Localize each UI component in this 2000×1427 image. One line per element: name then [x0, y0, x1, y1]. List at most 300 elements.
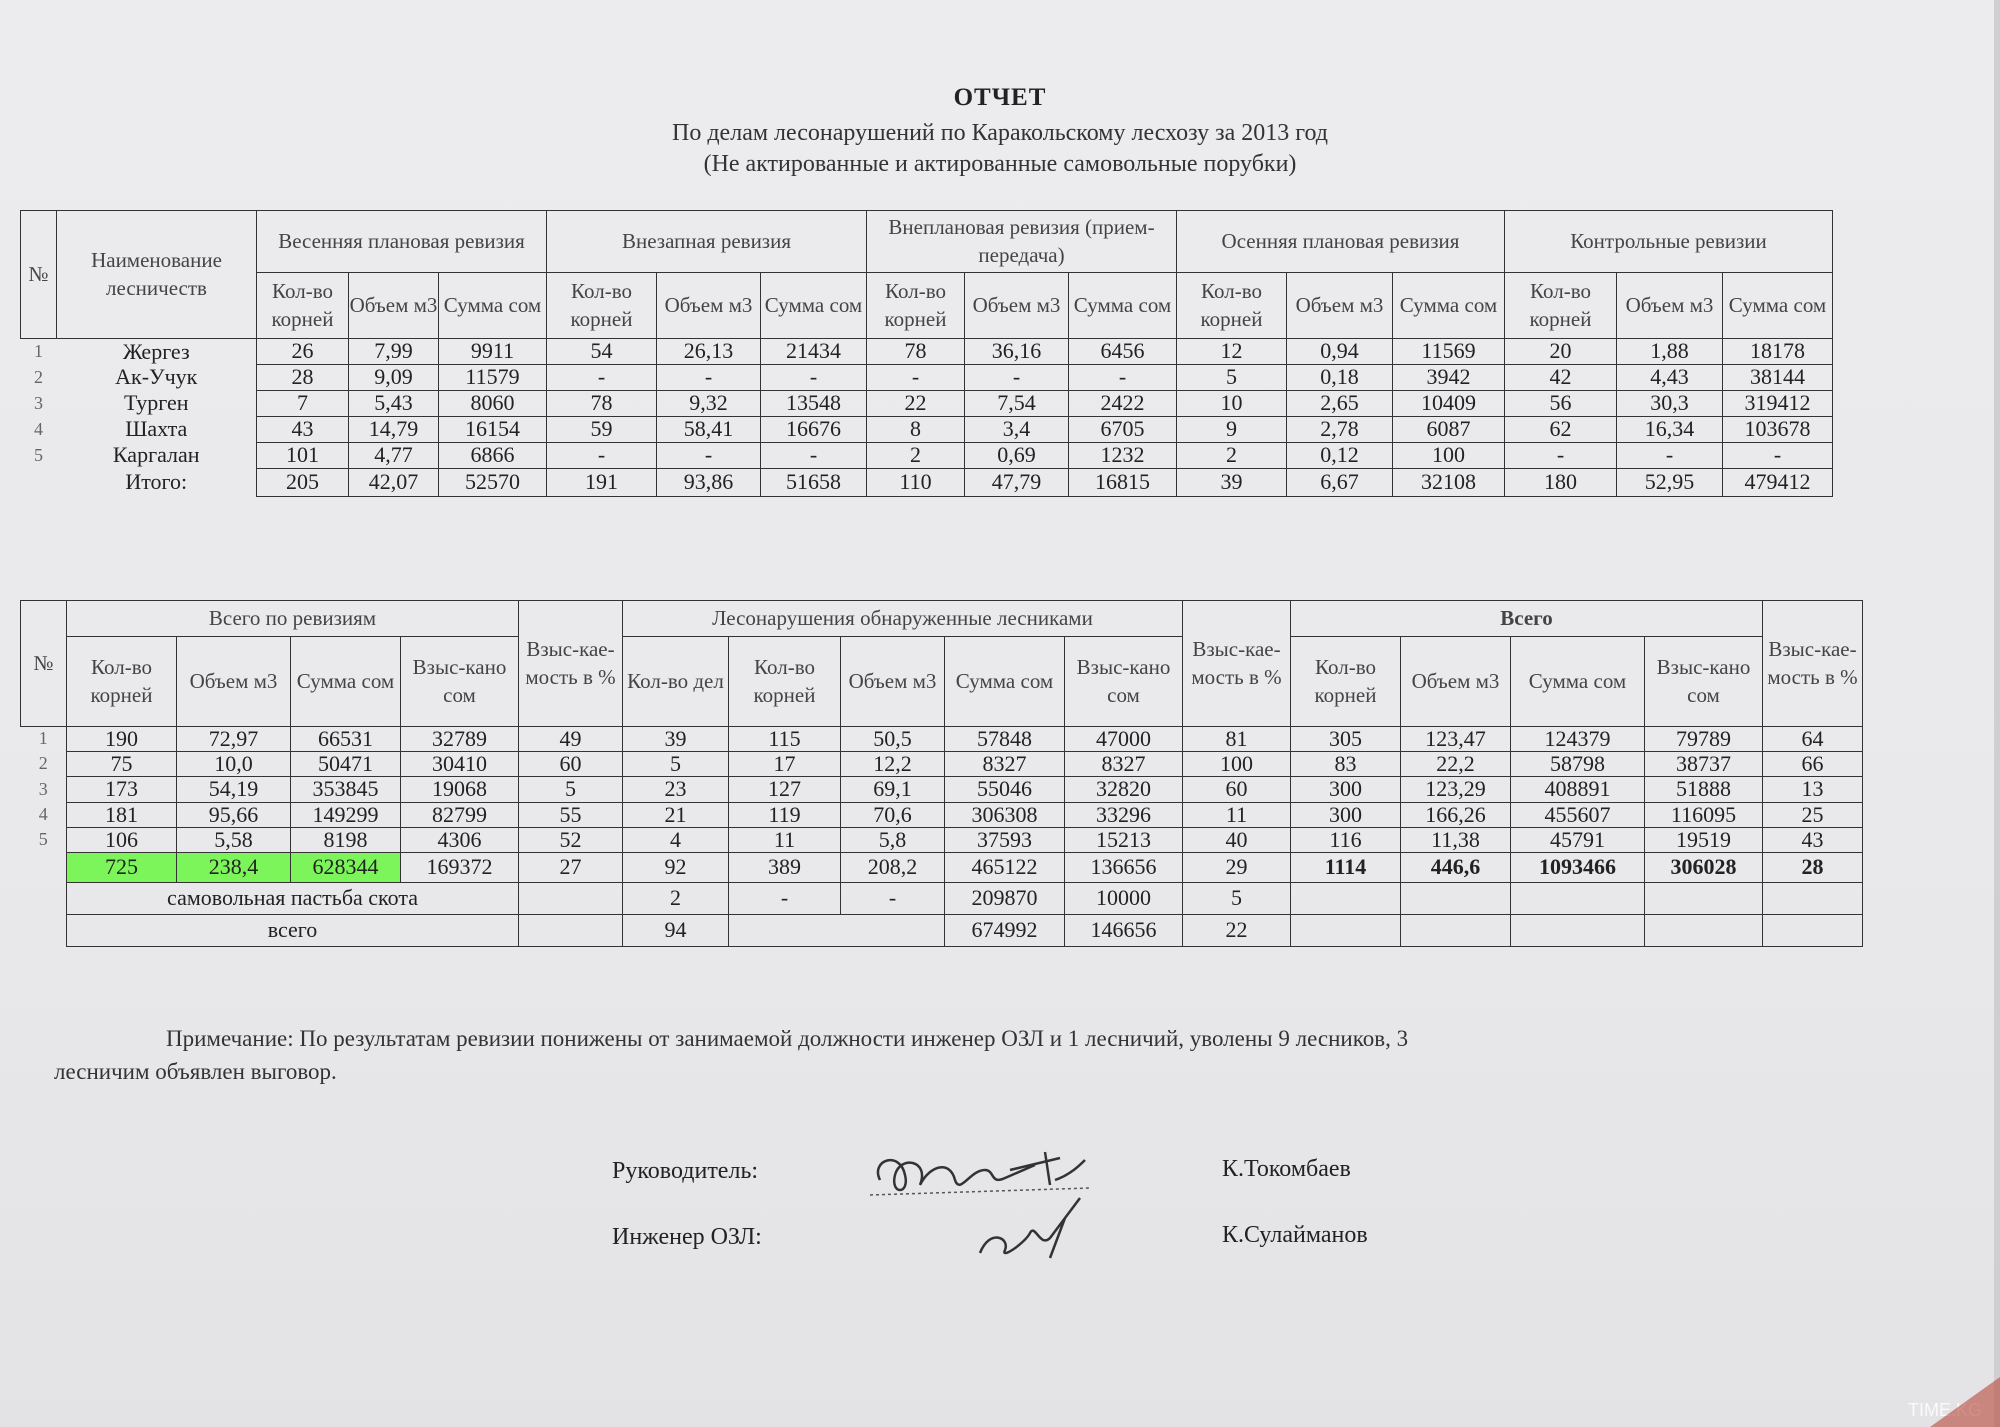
revision-table: [20, 210, 1833, 497]
t1-row-num: 5: [34, 444, 43, 465]
t2-cell: 190: [67, 727, 177, 752]
t1-group-sudden: Внезапная ревизия: [547, 211, 867, 273]
t2-grazing-empty: [519, 882, 623, 914]
t2-cell: 39: [623, 727, 729, 752]
t2-grazing-empty: [1291, 882, 1401, 914]
t2-row: [21, 802, 1863, 827]
t1-cell: -: [657, 443, 761, 469]
t1-cell: 7: [257, 391, 349, 417]
t2-total-cell: 136656: [1065, 852, 1183, 882]
t1-group-unplanned: Внеплановая ревизия (прием-передача): [867, 211, 1177, 273]
t2-cell: 5,58: [177, 827, 291, 852]
t1-cell: -: [547, 443, 657, 469]
watermark: TIME.KG: [1907, 1400, 1982, 1420]
t1-cell: 16,34: [1617, 417, 1723, 443]
t1-cell: 21434: [761, 339, 867, 365]
t1-total-cell: 479412: [1723, 469, 1833, 497]
t2-total-cell: 389: [729, 852, 841, 882]
t1-cell: 2: [1177, 443, 1287, 469]
note-line-1: Примечание: По результатам ревизии понижены от занимаемой должности инженер ОЗЛ и 1 лесничий, уволены 9 лесников, 3: [166, 1026, 1409, 1051]
t2-total-cell: 306028: [1645, 852, 1763, 882]
t2-h-volume: Объем м3: [177, 637, 291, 727]
t2-cell: 19519: [1645, 827, 1763, 852]
t2-cell: 51888: [1645, 777, 1763, 802]
t2-h-volume-f: Объем м3: [841, 637, 945, 727]
t1-row-num: 4: [34, 418, 43, 439]
t1-cell: 0,94: [1287, 339, 1393, 365]
t1-cell: 16676: [761, 417, 867, 443]
t1-cell: 10: [1177, 391, 1287, 417]
t2-grazing-cell: 10000: [1065, 882, 1183, 914]
t1-cell: 2: [867, 443, 965, 469]
t1-cell: 58,41: [657, 417, 761, 443]
t2-row: [21, 777, 1863, 802]
t1-cell: 100: [1393, 443, 1505, 469]
t1-cell: 3942: [1393, 365, 1505, 391]
t2-cell: 60: [1183, 777, 1291, 802]
t1-total-cell: 191: [547, 469, 657, 497]
t1-cell: 20: [1505, 339, 1617, 365]
t2-cell: 353845: [291, 777, 401, 802]
t2-total-highlight-cell: 628344: [291, 852, 401, 882]
t1-row-name: Каргалан: [112, 442, 200, 468]
t2-cell: 30410: [401, 752, 519, 777]
t2-cell: 300: [1291, 777, 1401, 802]
t2-h-collected-t: Взыс-кано сом: [1645, 637, 1763, 727]
t1-cell: 0,12: [1287, 443, 1393, 469]
t2-grazing-cell: 2: [623, 882, 729, 914]
t2-cell: 124379: [1511, 727, 1645, 752]
t2-grazing-cell: 209870: [945, 882, 1065, 914]
t2-grand-cell: 146656: [1065, 914, 1183, 946]
t1-cell: 4,43: [1617, 365, 1723, 391]
signatory-role-2: Инженер ОЗЛ:: [612, 1224, 762, 1250]
t2-cell: 11: [1183, 802, 1291, 827]
report-subtitle: По делам лесонарушений по Каракольскому лесхозу за 2013 год: [672, 120, 1328, 146]
t1-total-cell: 6,67: [1287, 469, 1393, 497]
note: [54, 1022, 1814, 1089]
t2-cell: 33296: [1065, 802, 1183, 827]
t2-cell: 32789: [401, 727, 519, 752]
t1-cell: 5,43: [349, 391, 439, 417]
t2-collect-pct-3: Взыс-кае-мость в %: [1763, 601, 1863, 727]
t1-total-cell: 110: [867, 469, 965, 497]
t2-grand-cell: 674992: [945, 914, 1065, 946]
t2-h-roots-f: Кол-во корней: [729, 637, 841, 727]
t2-group-revisions: Всего по ревизиям: [67, 601, 519, 637]
t1-cell: 5: [1177, 365, 1287, 391]
t1-cell: 30,3: [1617, 391, 1723, 417]
t1-cell: 9,09: [349, 365, 439, 391]
t2-row-num: 2: [38, 753, 48, 774]
t2-cell: 72,97: [177, 727, 291, 752]
t2-grazing-label: самовольная пастьба скота: [67, 882, 519, 914]
t1-cell: 0,18: [1287, 365, 1393, 391]
t1-total-cell: 51658: [761, 469, 867, 497]
t2-row-num: 3: [38, 778, 48, 799]
t1-subheader: Сумма сом: [1393, 273, 1505, 339]
t2-total-cell: 1093466: [1511, 852, 1645, 882]
t2-cell: 81: [1183, 727, 1291, 752]
t1-total-cell: 52,95: [1617, 469, 1723, 497]
t1-cell: -: [1505, 443, 1617, 469]
t1-cell: 2,78: [1287, 417, 1393, 443]
t2-cell: 12,2: [841, 752, 945, 777]
t1-cell: 28: [257, 365, 349, 391]
t2-cell: 149299: [291, 802, 401, 827]
t1-subheader: Объем м3: [657, 273, 761, 339]
t2-cell: 21: [623, 802, 729, 827]
t1-row-num: 3: [34, 392, 43, 413]
t2-total-cell: 169372: [401, 852, 519, 882]
t1-row: [21, 417, 1833, 443]
t1-total-label: Итого:: [125, 469, 188, 495]
t1-col-num: №: [21, 211, 57, 339]
t1-cell: -: [761, 443, 867, 469]
t1-cell: 6456: [1069, 339, 1177, 365]
t2-h-cases: Кол-во дел: [623, 637, 729, 727]
t1-cell: 22: [867, 391, 965, 417]
t2-cell: 43: [1763, 827, 1863, 852]
t2-cell: 38737: [1645, 752, 1763, 777]
t2-grazing-cell: -: [729, 882, 841, 914]
t2-cell: 300: [1291, 802, 1401, 827]
t2-grazing-row: [21, 882, 1863, 914]
t2-cell: 8198: [291, 827, 401, 852]
t1-cell: 11569: [1393, 339, 1505, 365]
signatory-name-1: К.Токомбаев: [1222, 1156, 1351, 1182]
t2-total-cell: 465122: [945, 852, 1065, 882]
t1-subheader: Объем м3: [1617, 273, 1723, 339]
t1-subheader: Объем м3: [349, 273, 439, 339]
t1-subheader: Сумма сом: [439, 273, 547, 339]
t2-grazing-num: [21, 882, 67, 914]
t1-cell: 36,16: [965, 339, 1069, 365]
t2-cell: 49: [519, 727, 623, 752]
t1-cell: -: [1617, 443, 1723, 469]
t1-body: [21, 339, 1833, 497]
t1-cell: 38144: [1723, 365, 1833, 391]
t2-row: [21, 752, 1863, 777]
t2-grazing-cell: 5: [1183, 882, 1291, 914]
t1-row-name: Турген: [123, 390, 189, 416]
t1-total-cell: 52570: [439, 469, 547, 497]
t2-cell: 58798: [1511, 752, 1645, 777]
t1-total-cell: 42,07: [349, 469, 439, 497]
t2-row-num: 4: [38, 803, 48, 824]
t1-group-autumn: Осенняя плановая ревизия: [1177, 211, 1505, 273]
t2-cell: 11: [729, 827, 841, 852]
t2-cell: 13: [1763, 777, 1863, 802]
signature-2-icon: [970, 1188, 1110, 1268]
t1-cell: 78: [867, 339, 965, 365]
t1-subheader: Кол-во корней: [1177, 273, 1287, 339]
t1-cell: 4,77: [349, 443, 439, 469]
t2-grand-empty: [1291, 914, 1401, 946]
t2-grand-empty: [1511, 914, 1645, 946]
t2-grand-empty: [1401, 914, 1511, 946]
t1-cell: 7,99: [349, 339, 439, 365]
t1-row-name: Ак-Учук: [115, 364, 198, 390]
t1-cell: 26,13: [657, 339, 761, 365]
t2-total-highlight-cell: 725: [67, 852, 177, 882]
report-title: ОТЧЕТ: [953, 84, 1047, 111]
t1-subheader: Сумма сом: [1069, 273, 1177, 339]
t1-total-cell: 16815: [1069, 469, 1177, 497]
t2-cell: 11,38: [1401, 827, 1511, 852]
t2-cell: 306308: [945, 802, 1065, 827]
t2-cell: 15213: [1065, 827, 1183, 852]
t2-h-sum-t: Сумма сом: [1511, 637, 1645, 727]
t2-cell: 5: [623, 752, 729, 777]
t1-cell: 12: [1177, 339, 1287, 365]
t2-total-cell: 208,2: [841, 852, 945, 882]
t1-cell: 43: [257, 417, 349, 443]
t1-total-num: [21, 469, 57, 497]
t2-cell: 32820: [1065, 777, 1183, 802]
t1-subheader: Сумма сом: [761, 273, 867, 339]
t2-grand-label: всего: [67, 914, 519, 946]
t1-total-cell: 39: [1177, 469, 1287, 497]
t1-cell: 59: [547, 417, 657, 443]
t2-grazing-empty: [1645, 882, 1763, 914]
t1-cell: 10409: [1393, 391, 1505, 417]
t2-cell: 66531: [291, 727, 401, 752]
t1-cell: -: [761, 365, 867, 391]
t2-grand-row: [21, 914, 1863, 946]
t2-collect-pct-1: Взыс-кае-мость в %: [519, 601, 623, 727]
t1-cell: 8060: [439, 391, 547, 417]
t1-cell: -: [965, 365, 1069, 391]
t1-cell: 7,54: [965, 391, 1069, 417]
t1-cell: 56: [1505, 391, 1617, 417]
signatory-name-2: К.Сулайманов: [1222, 1222, 1368, 1248]
t2-group-forest: Лесонарушения обнаруженные лесниками: [623, 601, 1183, 637]
t1-subheader: Объем м3: [965, 273, 1069, 339]
t2-cell: 19068: [401, 777, 519, 802]
t2-total-cell: 28: [1763, 852, 1863, 882]
page-edge: [1994, 0, 2000, 1427]
t1-cell: 2,65: [1287, 391, 1393, 417]
t2-row-num: 1: [38, 728, 48, 749]
t2-grand-empty: [1645, 914, 1763, 946]
t1-cell: -: [867, 365, 965, 391]
t1-cell: 26: [257, 339, 349, 365]
t2-cell: 69,1: [841, 777, 945, 802]
t2-cell: 52: [519, 827, 623, 852]
t1-cell: 9911: [439, 339, 547, 365]
t2-grand-empty: [729, 914, 945, 946]
t1-total-row: [21, 469, 1833, 497]
t2-total-row: [21, 852, 1863, 882]
t1-cell: -: [657, 365, 761, 391]
title-block: [0, 84, 2000, 178]
t1-total-cell: 205: [257, 469, 349, 497]
t2-grand-cell: 94: [623, 914, 729, 946]
t2-cell: 45791: [1511, 827, 1645, 852]
t2-cell: 37593: [945, 827, 1065, 852]
t2-cell: 127: [729, 777, 841, 802]
t2-cell: 55046: [945, 777, 1065, 802]
t2-grazing-cell: -: [841, 882, 945, 914]
t2-cell: 22,2: [1401, 752, 1511, 777]
t1-cell: 78: [547, 391, 657, 417]
t2-body: [21, 727, 1863, 947]
t2-total-cell: 92: [623, 852, 729, 882]
t2-cell: 5,8: [841, 827, 945, 852]
t1-total-cell: 93,86: [657, 469, 761, 497]
t1-subheader: Кол-во корней: [867, 273, 965, 339]
t1-cell: 18178: [1723, 339, 1833, 365]
t1-cell: 14,79: [349, 417, 439, 443]
t2-cell: 181: [67, 802, 177, 827]
t1-cell: 54: [547, 339, 657, 365]
t2-grand-cell: 22: [1183, 914, 1291, 946]
t2-cell: 123,29: [1401, 777, 1511, 802]
t2-cell: 166,26: [1401, 802, 1511, 827]
t2-cell: 8327: [1065, 752, 1183, 777]
t1-cell: 6087: [1393, 417, 1505, 443]
t1-total-cell: 47,79: [965, 469, 1069, 497]
signatory-role-1: Руководитель:: [612, 1158, 759, 1184]
t2-cell: 64: [1763, 727, 1863, 752]
t1-cell: 2422: [1069, 391, 1177, 417]
t2-cell: 4: [623, 827, 729, 852]
t1-cell: 0,69: [965, 443, 1069, 469]
t2-cell: 100: [1183, 752, 1291, 777]
t2-total-cell: 446,6: [1401, 852, 1511, 882]
t1-row: [21, 391, 1833, 417]
t2-cell: 4306: [401, 827, 519, 852]
t2-cell: 79789: [1645, 727, 1763, 752]
t2-grazing-empty: [1401, 882, 1511, 914]
t2-cell: 123,47: [1401, 727, 1511, 752]
page-corner: [1930, 1377, 2000, 1427]
t1-subheader: Кол-во корней: [547, 273, 657, 339]
t2-cell: 305: [1291, 727, 1401, 752]
t2-h-roots: Кол-во корней: [67, 637, 177, 727]
t2-cell: 47000: [1065, 727, 1183, 752]
t2-cell: 23: [623, 777, 729, 802]
t2-cell: 54,19: [177, 777, 291, 802]
t2-cell: 40: [1183, 827, 1291, 852]
t2-cell: 60: [519, 752, 623, 777]
t1-cell: 42: [1505, 365, 1617, 391]
t1-group-control: Контрольные ревизии: [1505, 211, 1833, 273]
t2-row: [21, 827, 1863, 852]
t2-total-num: [21, 852, 67, 882]
t2-cell: 10,0: [177, 752, 291, 777]
t1-row-num: 1: [34, 340, 43, 361]
t1-row-name: Шахта: [125, 416, 188, 442]
t2-cell: 57848: [945, 727, 1065, 752]
summary-table: [20, 600, 1863, 947]
t1-cell: 1,88: [1617, 339, 1723, 365]
t2-grand-num: [21, 914, 67, 946]
t1-cell: 101: [257, 443, 349, 469]
t2-grazing-empty: [1763, 882, 1863, 914]
t1-total-cell: 180: [1505, 469, 1617, 497]
t2-cell: 17: [729, 752, 841, 777]
t2-h-volume-t: Объем м3: [1401, 637, 1511, 727]
t2-cell: 8327: [945, 752, 1065, 777]
t2-col-num: №: [21, 601, 67, 727]
t2-collect-pct-2: Взыс-кае-мость в %: [1183, 601, 1291, 727]
t1-row: [21, 339, 1833, 365]
t2-total-highlight-cell: 238,4: [177, 852, 291, 882]
t2-grazing-empty: [1511, 882, 1645, 914]
t1-cell: 3,4: [965, 417, 1069, 443]
t1-cell: -: [1069, 365, 1177, 391]
t2-h-roots-t: Кол-во корней: [1291, 637, 1401, 727]
t2-grand-empty: [1763, 914, 1863, 946]
t1-group-spring: Весенняя плановая ревизия: [257, 211, 547, 273]
t2-cell: 95,66: [177, 802, 291, 827]
t1-subheader-row: [21, 273, 1833, 339]
t2-cell: 408891: [1511, 777, 1645, 802]
t1-subheader: Кол-во корней: [257, 273, 349, 339]
t2-total-cell: 29: [1183, 852, 1291, 882]
t1-row: [21, 443, 1833, 469]
t1-row: [21, 365, 1833, 391]
note-line-2: лесничим объявлен выговор.: [54, 1059, 337, 1085]
t1-cell: 16154: [439, 417, 547, 443]
report-subtitle-2: (Не актированные и актированные самовольные порубки): [703, 151, 1297, 177]
t2-cell: 106: [67, 827, 177, 852]
t2-cell: 83: [1291, 752, 1401, 777]
t1-subheader: Объем м3: [1287, 273, 1393, 339]
t2-cell: 82799: [401, 802, 519, 827]
t1-cell: 13548: [761, 391, 867, 417]
t2-cell: 70,6: [841, 802, 945, 827]
t1-col-name: Наименование лесничеств: [57, 211, 257, 339]
t1-cell: 6705: [1069, 417, 1177, 443]
t1-cell: 11579: [439, 365, 547, 391]
t2-row-num: 5: [38, 828, 48, 849]
t1-cell: 62: [1505, 417, 1617, 443]
t1-cell: -: [547, 365, 657, 391]
t1-total-cell: 32108: [1393, 469, 1505, 497]
t2-cell: 173: [67, 777, 177, 802]
t1-cell: 9,32: [657, 391, 761, 417]
t1-subheader: Сумма сом: [1723, 273, 1833, 339]
t2-cell: 455607: [1511, 802, 1645, 827]
t2-cell: 116: [1291, 827, 1401, 852]
t2-cell: 50471: [291, 752, 401, 777]
t2-group-total: Всего: [1291, 601, 1763, 637]
t2-cell: 116095: [1645, 802, 1763, 827]
t1-cell: -: [1723, 443, 1833, 469]
t2-cell: 5: [519, 777, 623, 802]
t2-h-collected-f: Взыс-кано сом: [1065, 637, 1183, 727]
t2-grand-empty: [519, 914, 623, 946]
t2-cell: 50,5: [841, 727, 945, 752]
t2-cell: 55: [519, 802, 623, 827]
t2-row: [21, 727, 1863, 752]
t1-cell: 6866: [439, 443, 547, 469]
t1-cell: 319412: [1723, 391, 1833, 417]
t2-cell: 25: [1763, 802, 1863, 827]
t1-cell: 103678: [1723, 417, 1833, 443]
t1-subheader: Кол-во корней: [1505, 273, 1617, 339]
t2-h-sum: Сумма сом: [291, 637, 401, 727]
t1-row-num: 2: [34, 366, 43, 387]
t2-cell: 66: [1763, 752, 1863, 777]
t1-cell: 8: [867, 417, 965, 443]
t1-cell: 1232: [1069, 443, 1177, 469]
t2-h-sum-f: Сумма сом: [945, 637, 1065, 727]
t2-total-cell: 27: [519, 852, 623, 882]
